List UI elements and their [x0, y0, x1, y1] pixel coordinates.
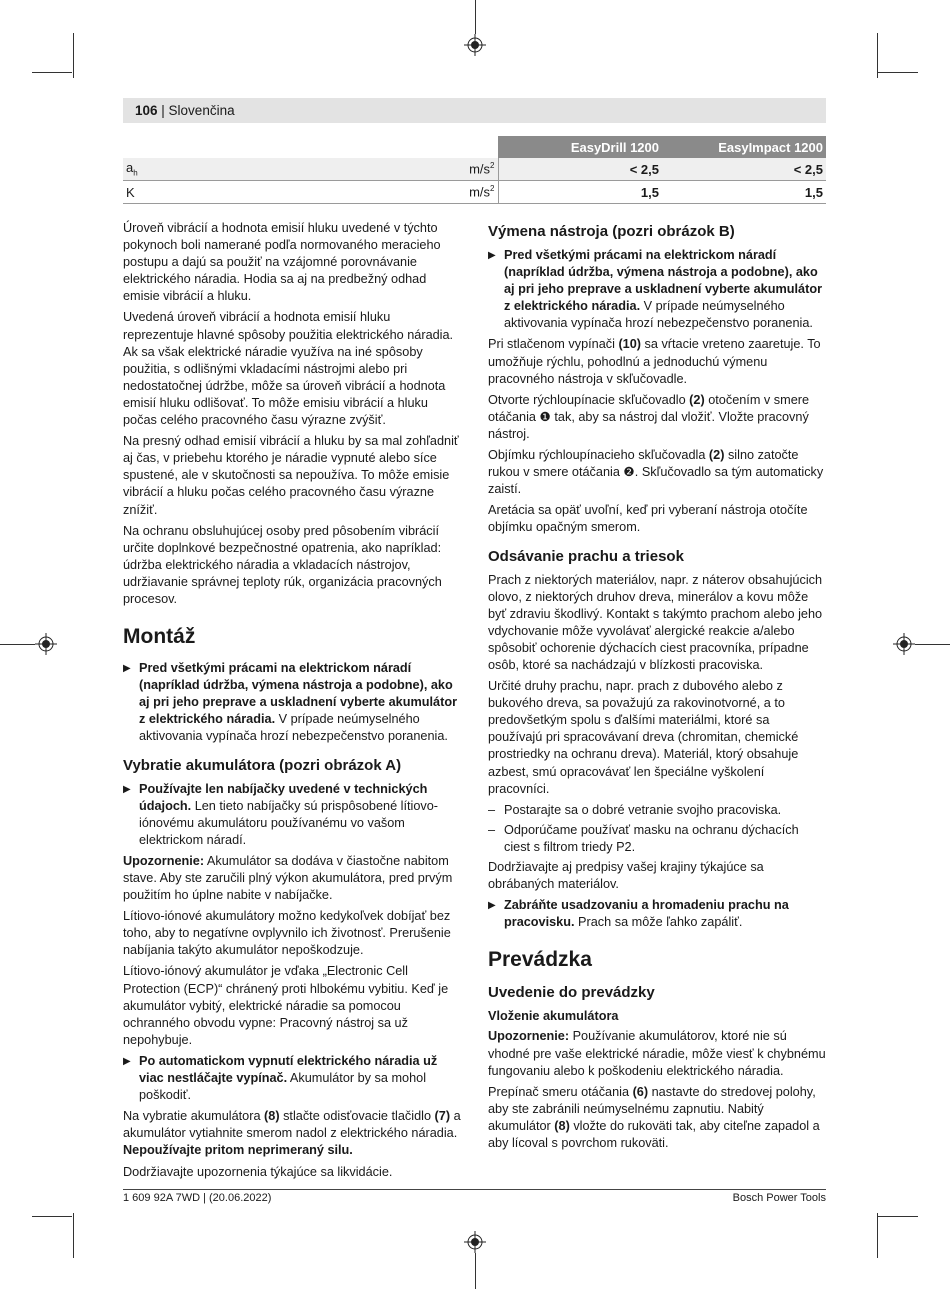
table-row [123, 181, 826, 204]
crop-mark [73, 33, 74, 78]
row-label: $a_h$ [123, 158, 393, 181]
paragraph: Prach z niektorých materiálov, napr. z náterov obsahujúcich olovo, z niektorých druhov dreva, minerálov a kovu môže byť zdraviu škodlivý. Kontakt s takýmto prachom alebo jeho vdychovanie môže vyvolávať alergické reakcie a/alebo spôsobiť ochorenie dýchacích ciest pracovníka, prípadne osôb, ktoré sa nachádzajú v blízkosti pracoviska. [488, 572, 823, 672]
paragraph: Na presný odhad emisií vibrácií a hluku by sa mal zohľadniť aj čas, v priebehu ktorého je náradie vypnuté alebo síce spustené, ale v skutočnosti sa nepoužíva. To môže emisie vibrácií a hluku počas celého pracovného času výrazne znížiť. [123, 434, 459, 517]
table-cell: < 2,5 [662, 158, 826, 181]
paragraph: Aretácia sa opäť uvoľní, keď pri vyberaní nástroja otočíte objímku opačným smerom. [488, 503, 808, 535]
warning-bullet: ▶ Pred všetkými prácami na elektrickom náradí (napríklad údržba, výmena nástroja a podobne), ako aj pri jeho preprave a uskladnení vyberte akumulátor z elektrického náradia. V prípade neúmyselného aktivovania vypínača hrozí nebezpečenstvo poranenia. [488, 248, 823, 331]
left-column [123, 220, 461, 1185]
triangle-bullet-icon: ▶ [123, 783, 131, 795]
crop-mark [475, 1253, 476, 1289]
triangle-bullet-icon: ▶ [123, 663, 131, 675]
row-unit: $m/s^2$ [393, 158, 498, 181]
paragraph: Na vybratie akumulátora (8) stlačte odisťovacie tlačidlo (7) a akumulátor vytiahnite smerom nadol z elektrického náradia. Nepoužívajte pritom neprimeraný silu. [123, 1109, 461, 1158]
paragraph: Úroveň vibrácií a hodnota emisií hluku uvedené v týchto pokynoch boli namerané podľa normovaného meracieho postupu a dajú sa použiť na vzájomné porovnávanie elektrického náradia. Hodia sa aj na predbežný odhad emisie vibrácií a hluku. [123, 221, 441, 304]
table-row [123, 158, 826, 181]
crop-mark [878, 1216, 918, 1217]
section-heading: Prevádzka [488, 948, 592, 972]
paragraph: Lítiovo-iónový akumulátor je vďaka „Electronic Cell Protection (ECP)“ chránený proti hlbokému vybitiu. Keď je akumulátor vybitý, elektrické náradie sa pomocou ochranného obvodu vypne: Pracovný nástroj sa už nepohybuje. [123, 964, 449, 1047]
table-cell: 1,5 [498, 181, 662, 204]
note-paragraph: Upozornenie: Akumulátor sa dodáva v čiastočne nabitom stave. Aby ste zaručili plný výkon akumulátora, pred prvým použitím ho úplne nabite v nabíjačke. [123, 853, 453, 903]
crop-mark [32, 1216, 72, 1217]
minor-heading: Vloženie akumulátora [488, 1009, 619, 1024]
crop-mark [475, 0, 476, 34]
subsection-heading: Vybratie akumulátora (pozri obrázok A) [123, 756, 402, 774]
list-item: – Postarajte sa o dobré vetranie svojho pracoviska. [488, 802, 782, 817]
header-language: Slovenčina [168, 103, 235, 118]
subsection-heading: Odsávanie prachu a triesok [488, 547, 684, 565]
crop-mark [878, 72, 918, 73]
registration-mark-icon [464, 34, 486, 56]
triangle-bullet-icon: ▶ [488, 900, 496, 912]
table-column-header: EasyDrill 1200 [498, 136, 662, 158]
right-column [488, 222, 826, 1156]
note-paragraph: Upozornenie: Používanie akumulátorov, ktoré nie sú vhodné pre vaše elektrické náradie, môže viesť k chybnému fungovaniu alebo k poškodeniu elektrického náradia. [488, 1029, 826, 1078]
table-cell: < 2,5 [498, 158, 662, 181]
warning-bullet: ▶ Po automatickom vypnutí elektrického náradia už viac nestláčajte vypínač. Akumulátor by sa mohol poškodiť. [123, 1053, 438, 1103]
paragraph: Pri stlačenom vypínači (10) sa vŕtacie vreteno zaaretuje. To umožňuje rýchlu, pohodlnú a jednoduchú výmenu pracovného nástroja v skľučovadle. [488, 337, 821, 386]
row-label: K [123, 181, 393, 204]
registration-mark-icon [464, 1231, 486, 1253]
triangle-bullet-icon: ▶ [488, 250, 496, 261]
subsection-heading: Výmena nástroja (pozri obrázok B) [488, 223, 735, 240]
table-cell: 1,5 [662, 181, 826, 204]
subsection-heading: Uvedenie do prevádzky [488, 984, 655, 1002]
paragraph: Dodržiavajte upozornenia týkajúce sa likvidácie. [123, 1164, 393, 1179]
crop-mark [0, 644, 35, 645]
paragraph: Určité druhy prachu, napr. prach z dubového alebo z bukového dreva, sa považujú za rakovinotvorné, a to predovšetkým spolu s ďalšími materiálmi, ktoré sa používajú pri spracovávaní dreva (chromitan, chemické prostriedky na ochranu dreva). Materiál, ktorý obsahuje azbest, smú opracovávať len špeciálne vyškolení pracovníci. [488, 679, 799, 796]
warning-bullet: ▶ Zabráňte usadzovaniu a hromadeniu prachu na pracovisku. Prach sa môže ľahko zapáliť. [488, 898, 789, 930]
paragraph: Dodržiavajte aj predpisy vašej krajiny týkajúce sa obrábaných materiálov. [488, 860, 764, 892]
paragraph: Lítiovo-iónové akumulátory možno kedykoľvek dobíjať bez toho, aby to negatívne ovplyvnilo ich životnosť. Prerušenie nabíjania takýto akumulátor nepoškodzuje. [123, 909, 451, 958]
warning-bullet: ▶ Používajte len nabíjačky uvedené v technických údajoch. Len tieto nabíjačky sú prispôsobené lítiovo-iónovému akumulátoru používanému vo vašom elektrickom náradí. [123, 781, 439, 847]
list-item: – Odporúčame používať masku na ochranu dýchacích ciest s filtrom triedy P2. [488, 822, 799, 854]
crop-mark [915, 644, 950, 645]
registration-mark-icon [893, 633, 915, 655]
row-unit: $m/s^2$ [393, 181, 498, 204]
crop-mark [877, 1213, 878, 1258]
triangle-bullet-icon: ▶ [123, 1055, 131, 1067]
footer-brand: Bosch Power Tools [732, 1192, 826, 1204]
page-number: 106 [135, 103, 158, 118]
table-column-header: EasyImpact 1200 [662, 136, 826, 158]
paragraph: Objímku rýchloupínacieho skľučovadla (2) silno zatočte rukou v smere otáčania ❷. Skľučovadlo sa tým automaticky zaistí. [488, 448, 824, 497]
spec-table [123, 136, 826, 204]
table-header-row [123, 136, 826, 158]
crop-mark [32, 72, 72, 73]
footer-doc-id: 1 609 92A 7WD | (20.06.2022) [123, 1192, 272, 1204]
section-heading: Montáž [123, 625, 196, 649]
registration-mark-icon [35, 633, 57, 655]
paragraph: Prepínač smeru otáčania (6) nastavte do stredovej polohy, aby ste zabránili neúmyselnému zapnutiu. Nabitý akumulátor (8) vložte do rukoväti tak, aby citeľne zapadol a aby lícoval s povrchom rukoväti. [488, 1084, 820, 1151]
paragraph: Uvedená úroveň vibrácií a hodnota emisií hluku reprezentuje hlavné spôsoby použitia elektrického náradia. Ak sa však elektrické náradie využíva na iné spôsoby použitia, s odlišnými vkladacími nástrojmi alebo pri nedostatočnej údržbe, môže sa úroveň vibrácií a hodnota emisií hluku odlišovať. To môže emisiu vibrácií a hluku počas celého pracovného času výrazne zvýšiť. [123, 310, 454, 428]
page-header: 106 | Slovenčina [123, 98, 826, 123]
crop-mark [73, 1213, 74, 1258]
warning-bullet: ▶ Pred všetkými prácami na elektrickom náradí (napríklad údržba, výmena nástroja a podobne), ako aj pri jeho preprave a uskladnení vyberte akumulátor z elektrického náradia. V prípade neúmyselného aktivovania vypínača hrozí nebezpečenstvo poranenia. [123, 661, 458, 744]
paragraph: Na ochranu obsluhujúcej osoby pred pôsobením vibrácií určite doplnkové bezpečnostné opatrenia, ako napríklad: údržba elektrického náradia a vkladacích nástrojov, udržiavanie správnej teploty rúk, organizácia pracovných procesov. [123, 523, 442, 606]
footer-divider [123, 1189, 826, 1190]
paragraph: Otvorte rýchloupínacie skľučovadlo (2) otočením v smere otáčania ❶ tak, aby sa nástroj dal vložiť. Vložte pracovný nástroj. [488, 392, 810, 441]
